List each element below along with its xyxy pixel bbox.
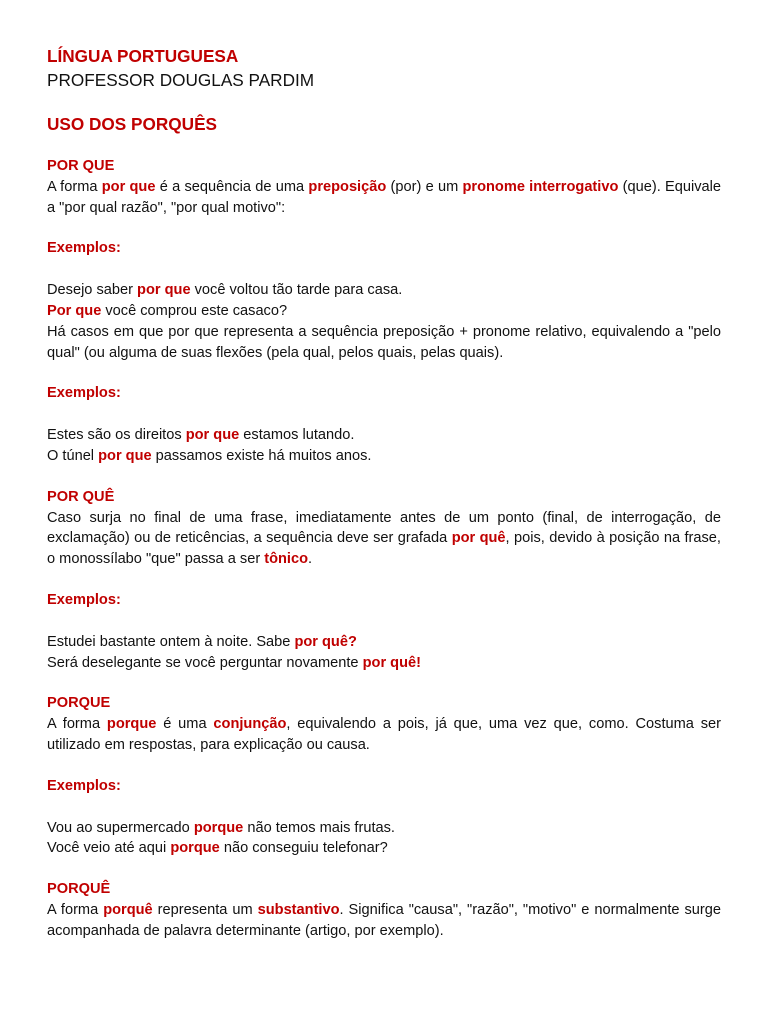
example-sentence: Desejo saber por que você voltou tão tarde para casa. <box>47 282 403 299</box>
example-sentence: Estes são os direitos por que estamos lutando. <box>47 427 355 444</box>
section-paragraph: A forma por que é a sequência de uma preposição (por) e um pronome interrogativo (que). Equivale a "por qual razão", "por qual motivo": <box>47 178 722 216</box>
examples-label: Exemplos: <box>47 591 121 608</box>
example-sentence: Você veio até aqui porque não conseguiu telefonar? <box>47 840 388 857</box>
example-sentence: Estudei bastante ontem à noite. Sabe por quê? <box>47 633 357 650</box>
subject-title: LÍNGUA PORTUGUESA <box>47 46 239 66</box>
section-paragraph: A forma porquê representa um substantivo. Significa "causa", "razão", "motivo" e normalmente surge acompanhada de palavra determinante (artigo, por exemplo). <box>47 901 721 939</box>
section-title-por-que: POR QUE <box>47 158 115 174</box>
document-body <box>47 44 721 942</box>
example-sentence: Por que você comprou este casaco? <box>47 302 288 319</box>
examples-label: Exemplos: <box>47 240 121 257</box>
section-title-porque: PORQUE <box>47 695 111 712</box>
example-sentence: Será deselegante se você perguntar novamente por quê! <box>47 654 421 671</box>
topic-title: USO DOS PORQUÊS <box>47 114 217 134</box>
examples-label: Exemplos: <box>47 777 121 794</box>
section-paragraph: Caso surja no final de uma frase, imediatamente antes de um ponto (final, de interrogação, de exclamação) ou de reticências, a sequência deve ser grafada por quê, pois, devido à posição na frase, o monossílabo "que" passa a ser tônico. <box>47 509 721 568</box>
section-title-porque-acento: PORQUÊ <box>47 881 111 898</box>
professor-name: PROFESSOR DOUGLAS PARDIM <box>47 70 315 90</box>
section-paragraph: A forma porque é uma conjunção, equivalendo a pois, já que, uma vez que, como. Costuma ser utilizado em respostas, para explicação ou causa. <box>47 716 722 753</box>
section-title-por-que-acento: POR QUÊ <box>47 488 115 505</box>
examples-label: Exemplos: <box>47 385 121 402</box>
section-paragraph: Há casos em que por que representa a sequência preposição + pronome relativo, equivalendo a "pelo qual" (ou alguma de suas flexões (pela qual, pelos quais, pelas quais). <box>47 323 721 361</box>
example-sentence: Vou ao supermercado porque não temos mais frutas. <box>47 819 395 836</box>
example-sentence: O túnel por que passamos existe há muitos anos. <box>47 447 372 464</box>
